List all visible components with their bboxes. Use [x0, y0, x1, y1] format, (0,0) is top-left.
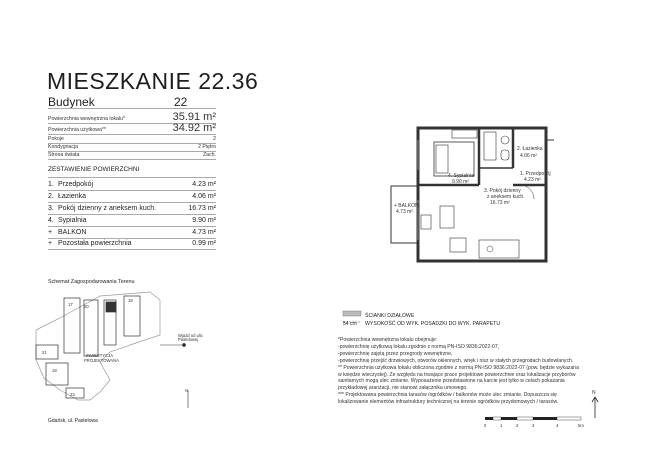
site-building-22: 22 — [108, 304, 113, 309]
plan-area-pokoj: 16.73 m² — [490, 200, 510, 206]
scale-tick: 5m — [578, 423, 584, 428]
north-label: N — [592, 390, 596, 396]
sofa-icon — [440, 206, 454, 228]
investment-label-1: INWESTYCJA — [86, 353, 113, 358]
plan-label-pokoj-2: z aneksem kuch. — [487, 194, 525, 200]
scale-bar — [485, 417, 581, 420]
site-building-23: 23 — [70, 392, 75, 397]
scale-segment — [485, 417, 493, 420]
site-building — [36, 345, 58, 359]
scale-tick: 2 — [516, 423, 519, 428]
scale-segment — [493, 417, 501, 420]
note-line: lokalizowanie elementów infrastruktury technicznej na terenie ogródków przydomowych / tarasów. — [338, 399, 559, 406]
site-north-label: N — [185, 388, 189, 393]
note-line: -powierzchnię użytkową lokalu zgodnie z normą PN-ISO 9836:2022-07, — [338, 343, 500, 350]
legend-height: WYSOKOŚĆ OD WYK. POSADZKI DO WYK. PARAPETU — [365, 321, 501, 327]
plan-area-lazienka: 4.06 m² — [520, 153, 537, 159]
scale-segment — [533, 417, 557, 420]
table-icon — [450, 238, 466, 252]
armchair-icon — [421, 215, 431, 229]
scale-tick: 1 — [500, 423, 503, 428]
wardrobe-icon — [452, 130, 477, 138]
scale-segment — [501, 417, 517, 420]
notes — [338, 337, 638, 406]
plan-area-sypialnia: 9.90 m² — [452, 179, 469, 185]
toilet-icon — [501, 150, 509, 160]
entry-label-1: Wjazd od ulic — [178, 333, 203, 338]
site-building-19: 19 — [128, 298, 133, 303]
plan-label-sypialnia: 4. Sypialnia — [448, 173, 474, 179]
stove-icon — [487, 246, 493, 252]
scale-tick: 0 — [484, 423, 487, 428]
site-building-20: 20 — [84, 304, 89, 309]
site-plan-label: Schemat Zagospodarowania Terenu — [48, 279, 135, 285]
info-row-rooms: Pokoje 2 — [48, 136, 216, 142]
scale-tick: 3 — [532, 423, 535, 428]
site-plan — [36, 292, 188, 408]
note-line: sanitarnych mogą ulec zmianie. Wyposażenie przedstawione na karcie jest tylko w celach pokazania — [338, 378, 565, 385]
pillow-icon — [436, 145, 448, 173]
plan-label-przedpokoj: 1. Przedpokój — [520, 171, 551, 177]
info-row-orientation: Strona świata Zach. — [48, 152, 216, 158]
kitchen-counter-icon — [479, 240, 519, 258]
info-row-internal-area: Powierzchnia wewnętrzna lokalu* 35.91 m² — [48, 111, 216, 123]
scale-segment — [517, 417, 533, 420]
note-line: *** Projektowana powierzchnia tarasów /ogródków / balkonów może ulec zmianie. Dopuszcza się — [338, 392, 557, 399]
site-building — [66, 388, 84, 398]
note-line: -powierzchnię przejść drzwiowych, otworów okiennych, wnęk i nisz w stałych przegrodach budowlanych. — [338, 357, 574, 364]
sink-icon — [501, 136, 509, 144]
investment-label-2: PROJEKTOWANA — [84, 358, 119, 363]
plan-area-balkon: 4.73 m² — [396, 209, 413, 215]
note-line: przykładowej aranżacji, nie stanowi załącznika umowego. — [338, 385, 468, 392]
plan-area-przedpokoj: 4.23 m² — [524, 177, 541, 183]
site-building-21: 21 — [42, 350, 47, 355]
note-line: -powierzchnię zajętą przez przegrody wewnętrzne, — [338, 350, 453, 357]
site-building-17: 17 — [68, 302, 73, 307]
entry-label-2: Pastelowej — [178, 337, 199, 342]
info-row-usable-area: Powierzchnia użytkowa** 34.92 m² — [48, 122, 216, 134]
building-value: 22 — [174, 95, 188, 109]
plan-label-lazienka: 2. Łazienka — [517, 146, 543, 152]
note-line: w księdze wieczystej). Ze względu na trwające prace projektowe powierzchnie oraz lokalizacje przyborów — [338, 371, 576, 378]
note-line: ** Powierzchnia użytkowa lokalu obliczona zgodnie z normą PN-ISO 9836:2022-07 (pow. będzie wykazana — [338, 364, 579, 371]
bed-icon — [434, 142, 474, 176]
scale-tick: 4 — [556, 423, 559, 428]
note-line: *Powierzchnia wewnętrzna lokalu obejmuje: — [338, 337, 438, 343]
bathtub-icon — [484, 132, 496, 160]
plan-label-balkon: + BALKON — [394, 203, 419, 209]
plan-label-pokoj: 3. Pokój dzienny — [484, 188, 521, 194]
scale-segment — [557, 417, 581, 420]
areas-title: ZESTAWIENIE POWIERZCHNI — [48, 166, 140, 173]
info-row-floor: Kondygnacja 2 Piętro — [48, 144, 216, 150]
entry-point-icon — [183, 344, 186, 347]
legend-height-prefix: 54 cm — [343, 321, 357, 327]
site-building-18: 18 — [52, 368, 57, 373]
walls-swatch — [343, 311, 361, 316]
building-label: Budynek — [48, 95, 95, 109]
legend-walls: ŚCIANKI DZIAŁOWE — [365, 313, 415, 319]
address: Gdańsk, ul. Pastelowa — [48, 418, 98, 424]
page-title: MIESZKANIE 22.36 — [47, 68, 259, 94]
